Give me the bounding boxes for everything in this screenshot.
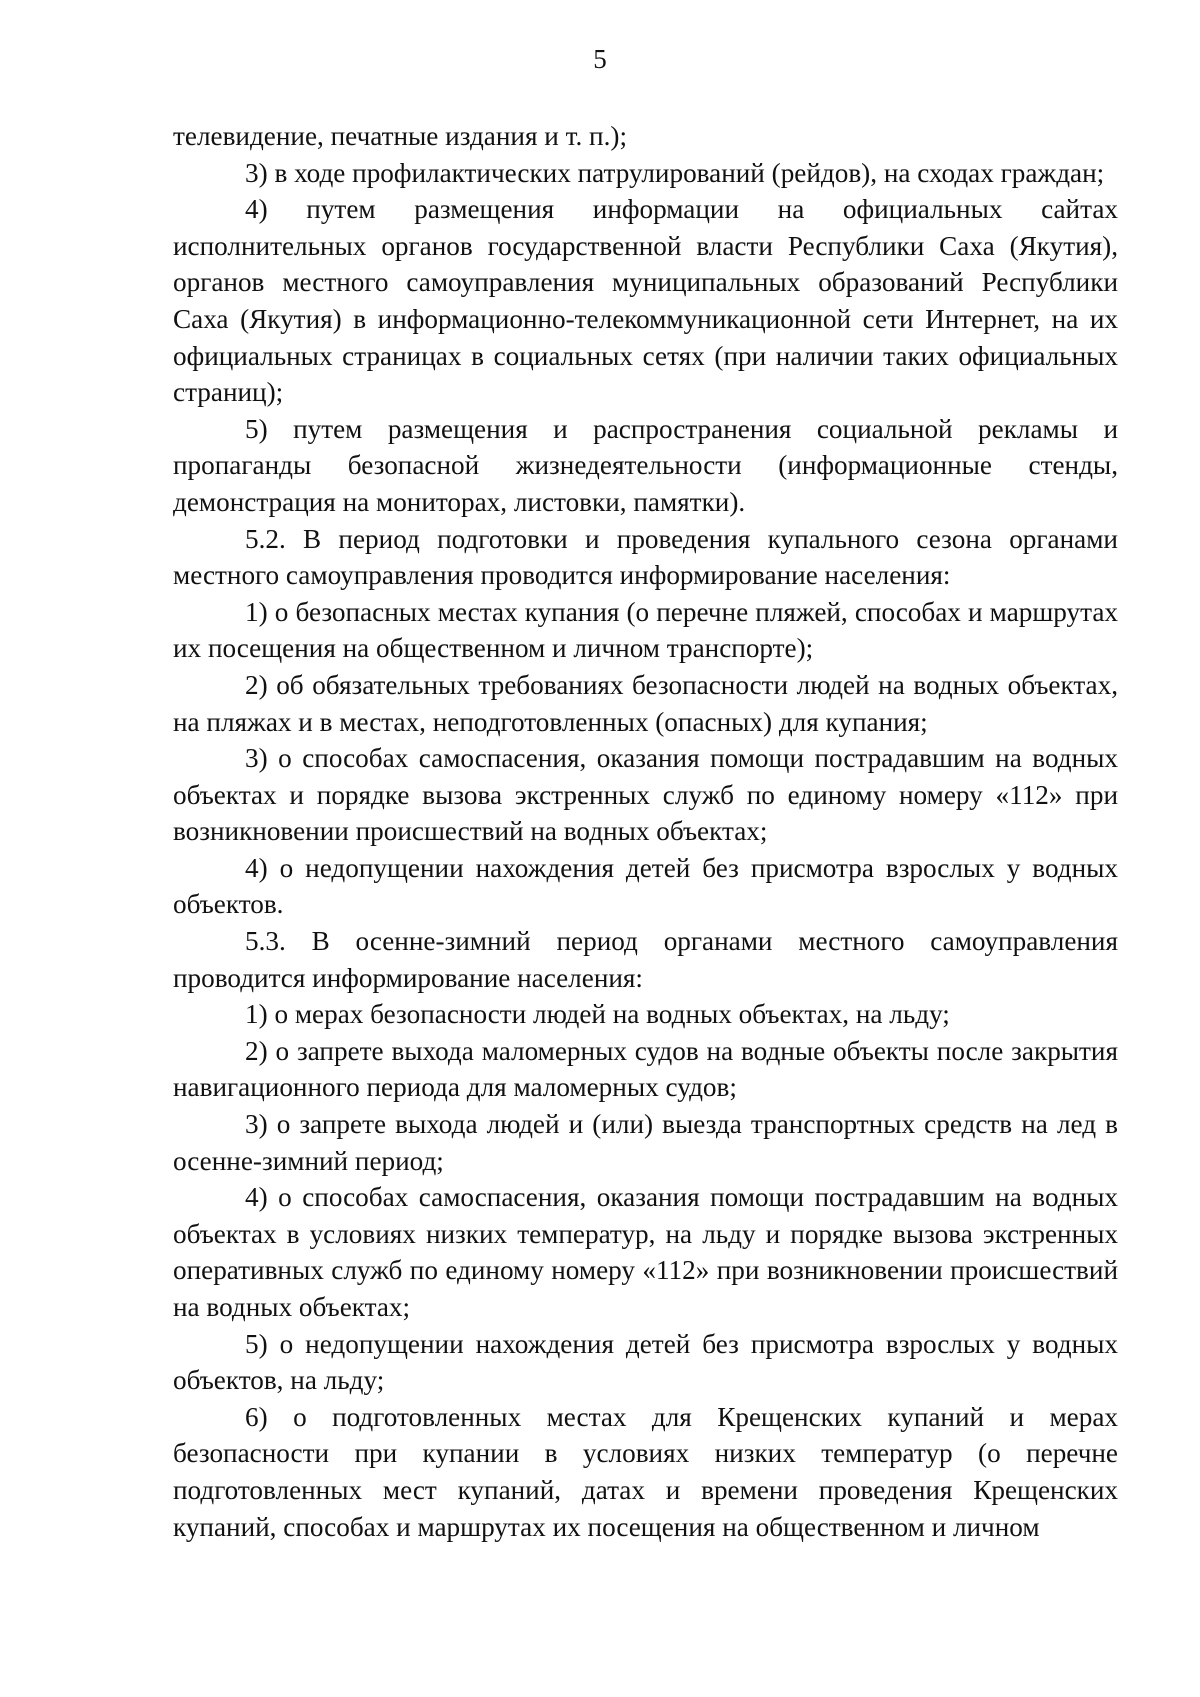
list-item: 3) о способах самоспасения, оказания помощи пострадавшим на водных объектах и порядке вызова экстренных служб по единому номеру «112» при возникновении происшествий на водных объектах; xyxy=(173,743,1118,847)
list-item: 3) о запрете выхода людей и (или) выезда транспортных средств на лед в осенне-зимний период; xyxy=(173,1109,1118,1176)
list-item: 1) о безопасных местах купания (о перечне пляжей, способах и маршрутах их посещения на общественном и личном транспорте); xyxy=(173,596,1118,664)
list-item: 2) об обязательных требованиях безопасности людей на водных объектах, на пляжах и в местах, неподготовленных (опасных) для купания; xyxy=(173,669,1118,737)
section-paragraph: 5.3. В осенне-зимний период органами местного самоуправления проводится информирование населения: xyxy=(173,926,1118,993)
list-item: 2) о запрете выхода маломерных судов на водные объекты после закрытия навигационного периода для маломерных судов; xyxy=(173,1035,1118,1103)
section-paragraph: 5.2. В период подготовки и проведения купального сезона органами местного самоуправления проводится информирование населения: xyxy=(173,523,1118,591)
list-item: 6) о подготовленных местах для Крещенских купаний и мерах безопасности при купании в условиях низких температур (о перечне подготовленных мест купаний, датах и времени проведения Крещенских купаний, способах и маршрутах их посещения на общественном и личном xyxy=(173,1401,1118,1542)
paragraph: телевидение, печатные издания и т. п.); xyxy=(173,121,627,151)
list-item: 1) о мерах безопасности людей на водных объектах, на льду; xyxy=(245,999,950,1030)
page-number: 5 xyxy=(593,44,607,74)
list-item: 4) путем размещения информации на официальных сайтах исполнительных органов государственной власти Республики Саха (Якутия), органов местного самоуправления муниципальных образований Республики Саха (Якутия) в информационно-телекоммуникационной сети Интернет, на их официальных страницах в социальных сетях (при наличии таких официальных страниц); xyxy=(173,194,1118,408)
list-item: 5) о недопущении нахождения детей без присмотра взрослых у водных объектов, на льду; xyxy=(173,1328,1118,1396)
list-item: 4) о недопущении нахождения детей без присмотра взрослых у водных объектов. xyxy=(173,852,1118,920)
list-item: 5) путем размещения и распространения социальной рекламы и пропаганды безопасной жизнедеятельности (информационные стенды, демонстрация на мониторах, листовки, памятки). xyxy=(173,413,1118,517)
list-item: 4) о способах самоспасения, оказания помощи пострадавшим на водных объектах в условиях низких температур, на льду и порядке вызова экстренных оперативных служб по единому номеру «112» при возникновении происшествий на водных объектах; xyxy=(173,1182,1118,1322)
list-item: 3) в ходе профилактических патрулирований (рейдов), на сходах граждан; xyxy=(245,157,1105,188)
document-body xyxy=(173,118,1118,1545)
